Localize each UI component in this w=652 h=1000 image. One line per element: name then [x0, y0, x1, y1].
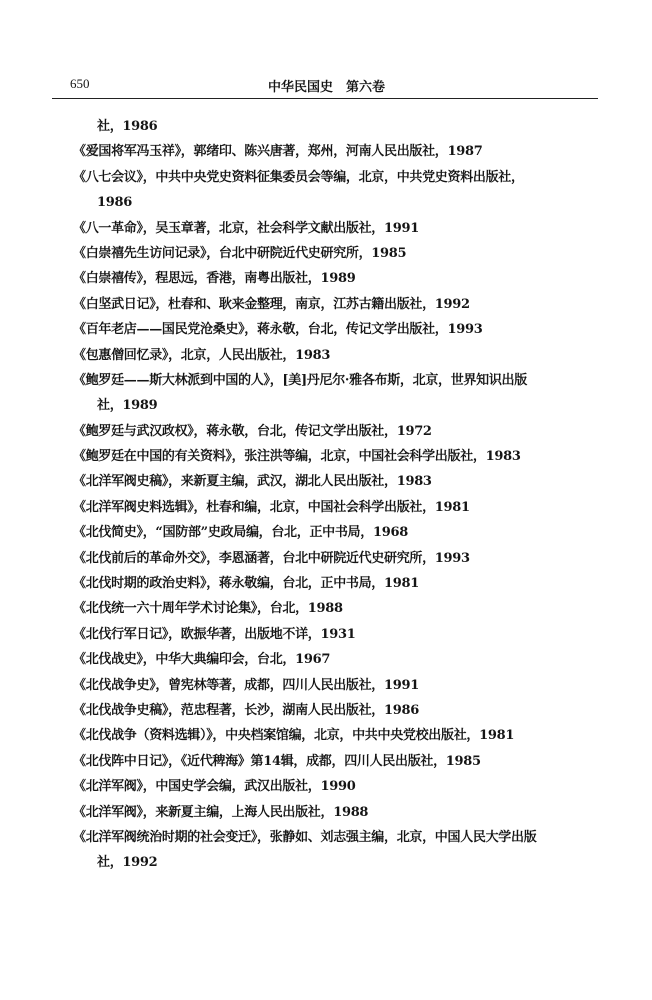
- bibliography-line: 《北伐战史》，中华大典编印会，台北，1967: [73, 652, 331, 668]
- bibliography-line: 《北伐战争史稿》，范忠程著，长沙，湖南人民出版社，1986: [73, 702, 419, 718]
- bibliography-line: 《北洋军阀史稿》，来新夏主编，武汉，湖北人民出版社，1983: [73, 474, 432, 490]
- bibliography-line: 《北伐时期的政治史料》，蒋永敬编，台北，正中书局，1981: [73, 576, 419, 592]
- bibliography-line: 《北伐前后的革命外交》，李恩涵著，台北中研院近代史研究所，1993: [73, 550, 470, 566]
- bibliography-line: 《北伐阵中日记》，《近代稗海》第14辑，成都，四川人民出版社，1985: [73, 753, 481, 769]
- bibliography-line: 《八一革命》，吴玉章著，北京，社会科学文献出版社，1991: [73, 220, 419, 236]
- bibliography-line: 《包惠僧回忆录》，北京，人民出版社，1983: [73, 347, 331, 363]
- bibliography-line: 1986: [97, 195, 132, 211]
- bibliography-line: 《白坚武日记》，杜春和、耿来金整理，南京，江苏古籍出版社，1992: [73, 296, 470, 312]
- bibliography-line: 《白崇禧传》，程思远，香港，南粤出版社，1989: [73, 271, 356, 287]
- bibliography-line: 《北洋军阀》，中国史学会编，武汉出版社，1990: [73, 779, 356, 795]
- running-title: 中华民国史 第六卷: [268, 80, 386, 95]
- bibliography-line: 《白崇禧先生访问记录》，台北中研院近代史研究所，1985: [73, 245, 407, 261]
- bibliography-line: 《北洋军阀史料选辑》，杜春和编，北京，中国社会科学出版社，1981: [73, 499, 470, 515]
- bibliography-line: 《百年老店——国民党沧桑史》，蒋永敬，台北，传记文学出版社，1993: [73, 322, 483, 338]
- bibliography-line: 《爱国将军冯玉祥》，郭绪印、陈兴唐著，郑州，河南人民出版社，1987: [73, 144, 483, 160]
- page-header: [52, 76, 598, 99]
- bibliography-line: 社，1986: [97, 119, 158, 134]
- bibliography-line: 《北洋军阀》，来新夏主编，上海人民出版社，1988: [73, 804, 369, 820]
- bibliography-line: 《鲍罗廷与武汉政权》，蒋永敬，台北，传记文学出版社，1972: [73, 423, 432, 439]
- bibliography-line: 社，1992: [97, 855, 158, 871]
- bibliography-line: 《北洋军阀统治时期的社会变迁》，张静如、刘志强主编，北京，中国人民大学出版: [73, 829, 537, 845]
- bibliography-line: 《八七会议》，中共中央党史资料征集委员会等编，北京，中共党史资料出版社，: [73, 169, 524, 185]
- bibliography-line: 《北伐统一六十周年学术讨论集》，台北，1988: [73, 601, 343, 617]
- bibliography-line: 《鲍罗廷在中国的有关资料》，张注洪等编，北京，中国社会科学出版社，1983: [73, 449, 521, 465]
- bibliography-line: 《北伐战争史》，曾宪林等著，成都，四川人民出版社，1991: [73, 677, 419, 693]
- bibliography-line: 《北伐行军日记》，欧振华著，出版地不详，1931: [73, 626, 356, 642]
- page-number: 650: [70, 76, 90, 91]
- bibliography-line: 《北伐战争（资料选辑）》，中央档案馆编，北京，中共中央党校出版社，1981: [73, 728, 515, 744]
- bibliography-list: [73, 114, 613, 876]
- bibliography-line: 《北伐简史》，“国防部”史政局编，台北，正中书局，1968: [73, 525, 408, 541]
- bibliography-line: 《鲍罗廷——斯大林派到中国的人》，[美]丹尼尔·雅各布斯，北京，世界知识出版: [73, 372, 527, 388]
- bibliography-line: 社，1989: [97, 398, 158, 414]
